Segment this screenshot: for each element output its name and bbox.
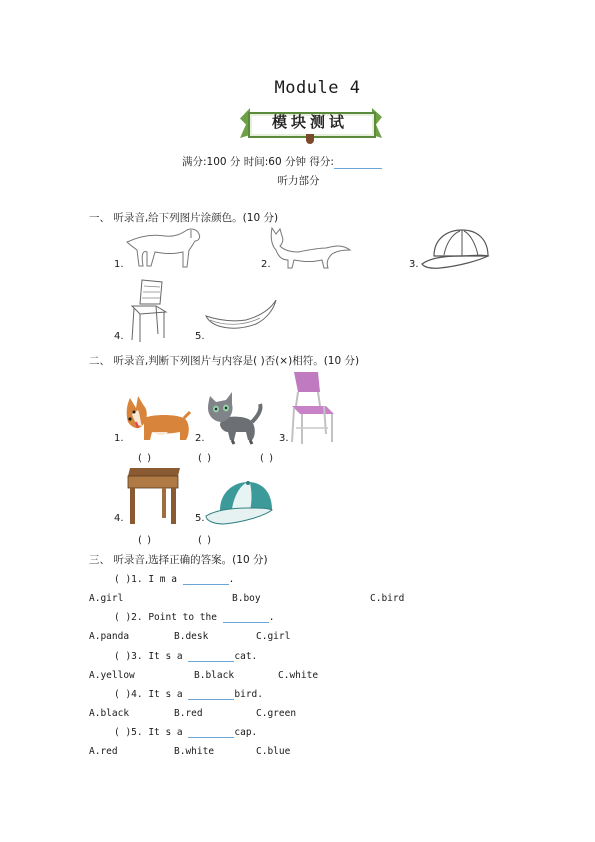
banana-outline-icon[interactable] xyxy=(204,298,280,336)
score-blank[interactable] xyxy=(334,156,382,169)
section3-heading: 三、 听录音,选择正确的答案。(10 分) xyxy=(89,554,268,566)
q3-option-b[interactable]: B.black xyxy=(194,670,235,681)
q3-stem-end: cat. xyxy=(234,651,258,662)
q5-option-b[interactable]: B.white xyxy=(174,746,215,757)
q5-stem xyxy=(114,726,257,738)
q1-blank[interactable] xyxy=(183,573,229,585)
cat-outline-icon[interactable] xyxy=(268,226,352,272)
listening-part-label: 听力部分 xyxy=(277,175,320,187)
s2-answer-5[interactable]: ( ) xyxy=(198,535,211,546)
q2-stem-end: . xyxy=(268,612,275,623)
s2-answer-4[interactable]: ( ) xyxy=(138,535,151,546)
s2-answer-2[interactable]: ( ) xyxy=(198,453,211,464)
q5-stem-end: cap. xyxy=(234,727,258,738)
q4-option-b[interactable]: B.red xyxy=(174,708,203,719)
s2-item2-label: 2. xyxy=(195,433,205,444)
cat-icon[interactable] xyxy=(204,388,264,446)
q1-option-b[interactable]: B.boy xyxy=(232,593,261,604)
q1-option-a[interactable]: A.girl xyxy=(89,593,124,604)
q3-option-c[interactable]: C.white xyxy=(278,670,319,681)
q5-stem-text: ( )5. It s a xyxy=(114,727,183,738)
q2-option-b[interactable]: B.desk xyxy=(174,631,209,642)
q4-stem xyxy=(114,688,263,700)
banner-tab-icon xyxy=(306,134,314,144)
desk-icon[interactable] xyxy=(124,466,182,526)
q2-option-c[interactable]: C.girl xyxy=(256,631,291,642)
dog-icon[interactable] xyxy=(124,392,194,444)
score-line xyxy=(182,154,382,169)
cap-outline-icon[interactable] xyxy=(420,226,492,272)
q3-blank[interactable] xyxy=(188,650,234,662)
q3-option-a[interactable]: A.yellow xyxy=(89,670,135,681)
s2-answer-1[interactable]: ( ) xyxy=(138,453,151,464)
s2-item1-label: 1. xyxy=(114,433,124,444)
q5-option-a[interactable]: A.red xyxy=(89,746,118,757)
q4-stem-text: ( )4. It s a xyxy=(114,689,183,700)
s1-item2-label: 2. xyxy=(261,259,271,270)
q5-option-c[interactable]: C.blue xyxy=(256,746,291,757)
q2-stem xyxy=(114,611,274,623)
q2-blank[interactable] xyxy=(223,611,269,623)
chair-icon[interactable] xyxy=(288,370,338,446)
s2-item5-label: 5. xyxy=(195,513,205,524)
banner-text: 模块测试 xyxy=(271,113,348,131)
s1-item3-label: 3. xyxy=(409,259,419,270)
q1-stem-end: . xyxy=(228,574,235,585)
q3-stem-text: ( )3. It s a xyxy=(114,651,183,662)
q3-stem xyxy=(114,650,257,662)
q2-stem-text: ( )2. Point to the xyxy=(114,612,217,623)
s1-item4-label: 4. xyxy=(114,331,124,342)
q2-option-a[interactable]: A.panda xyxy=(89,631,130,642)
s2-answer-3[interactable]: ( ) xyxy=(260,453,273,464)
score-line-text: 满分:100 分 时间:60 分钟 得分: xyxy=(182,156,334,168)
q4-blank[interactable] xyxy=(188,688,234,700)
s1-item5-label: 5. xyxy=(195,331,205,342)
cap-icon[interactable] xyxy=(204,480,276,526)
test-banner xyxy=(240,108,382,140)
q1-stem-text: ( )1. I m a xyxy=(114,574,177,585)
q4-stem-end: bird. xyxy=(234,689,263,700)
dog-outline-icon[interactable] xyxy=(125,222,205,272)
q4-option-a[interactable]: A.black xyxy=(89,708,130,719)
q1-option-c[interactable]: C.bird xyxy=(370,593,405,604)
chair-outline-icon[interactable] xyxy=(124,278,170,344)
section2-heading: 二、 听录音,判断下列图片与内容是( )否(×)相符。(10 分) xyxy=(89,355,360,367)
s2-item3-label: 3. xyxy=(279,433,289,444)
s1-item1-label: 1. xyxy=(114,259,124,270)
q1-stem xyxy=(114,573,234,585)
s2-item4-label: 4. xyxy=(114,513,124,524)
module-title: Module 4 xyxy=(274,78,361,98)
q5-blank[interactable] xyxy=(188,726,234,738)
section1-heading: 一、 听录音,给下列图片涂颜色。(10 分) xyxy=(89,212,279,224)
q4-option-c[interactable]: C.green xyxy=(256,708,297,719)
